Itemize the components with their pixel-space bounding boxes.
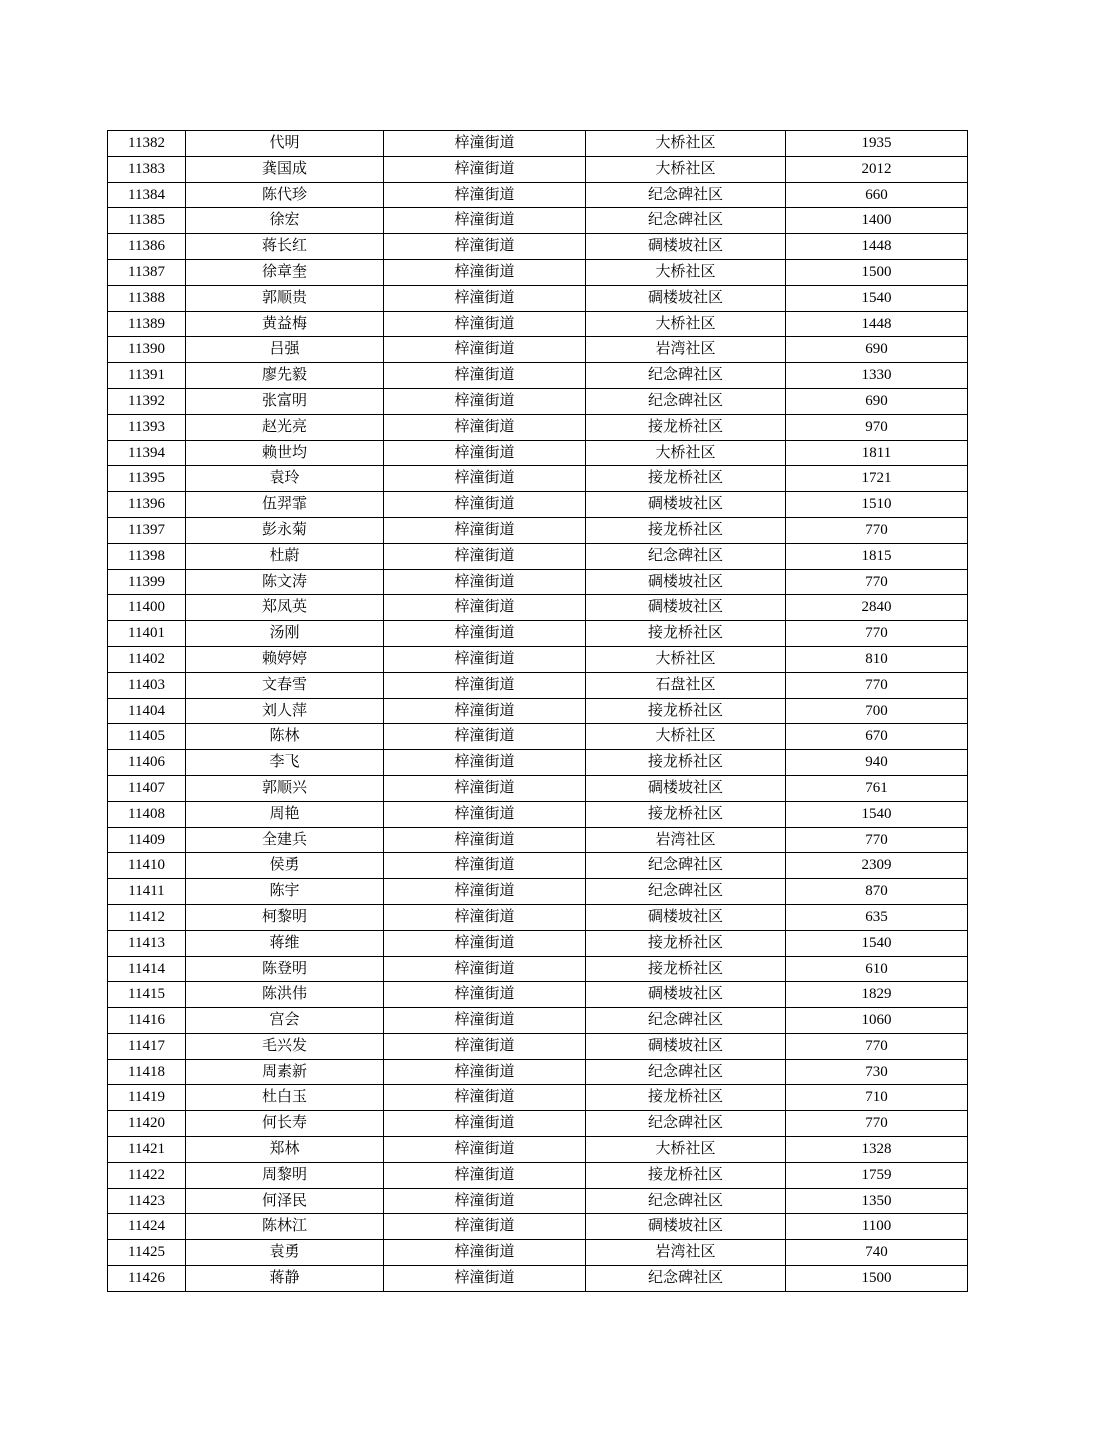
street-cell: 梓潼街道	[384, 517, 586, 543]
amount-cell: 870	[786, 879, 968, 905]
amount-cell: 670	[786, 724, 968, 750]
id-cell: 11407	[108, 775, 186, 801]
id-cell: 11416	[108, 1008, 186, 1034]
table-row	[108, 414, 968, 440]
community-cell: 碉楼坡社区	[586, 285, 786, 311]
community-cell: 碉楼坡社区	[586, 1033, 786, 1059]
amount-cell: 1500	[786, 1266, 968, 1292]
amount-cell: 1510	[786, 492, 968, 518]
id-cell: 11384	[108, 182, 186, 208]
name-cell: 陈林江	[186, 1214, 384, 1240]
id-cell: 11411	[108, 879, 186, 905]
street-cell: 梓潼街道	[384, 388, 586, 414]
amount-cell: 770	[786, 1033, 968, 1059]
community-cell: 大桥社区	[586, 131, 786, 157]
street-cell: 梓潼街道	[384, 595, 586, 621]
name-cell: 黄益梅	[186, 311, 384, 337]
community-cell: 碉楼坡社区	[586, 775, 786, 801]
table-row	[108, 285, 968, 311]
street-cell: 梓潼街道	[384, 853, 586, 879]
community-cell: 岩湾社区	[586, 337, 786, 363]
street-cell: 梓潼街道	[384, 466, 586, 492]
amount-cell: 2840	[786, 595, 968, 621]
id-cell: 11415	[108, 982, 186, 1008]
name-cell: 吕强	[186, 337, 384, 363]
amount-cell: 1829	[786, 982, 968, 1008]
amount-cell: 1935	[786, 131, 968, 157]
id-cell: 11423	[108, 1188, 186, 1214]
amount-cell: 770	[786, 569, 968, 595]
street-cell: 梓潼街道	[384, 775, 586, 801]
table-row	[108, 1111, 968, 1137]
street-cell: 梓潼街道	[384, 904, 586, 930]
id-cell: 11389	[108, 311, 186, 337]
street-cell: 梓潼街道	[384, 724, 586, 750]
name-cell: 蒋静	[186, 1266, 384, 1292]
id-cell: 11426	[108, 1266, 186, 1292]
amount-cell: 700	[786, 698, 968, 724]
community-cell: 大桥社区	[586, 156, 786, 182]
name-cell: 刘人萍	[186, 698, 384, 724]
community-cell: 接龙桥社区	[586, 466, 786, 492]
street-cell: 梓潼街道	[384, 234, 586, 260]
table-row	[108, 1188, 968, 1214]
community-cell: 碉楼坡社区	[586, 904, 786, 930]
id-cell: 11382	[108, 131, 186, 157]
community-cell: 大桥社区	[586, 440, 786, 466]
amount-cell: 770	[786, 1111, 968, 1137]
name-cell: 赵光亮	[186, 414, 384, 440]
street-cell: 梓潼街道	[384, 672, 586, 698]
id-cell: 11419	[108, 1085, 186, 1111]
table-row	[108, 156, 968, 182]
table-row	[108, 595, 968, 621]
name-cell: 廖先毅	[186, 363, 384, 389]
street-cell: 梓潼街道	[384, 956, 586, 982]
table-row	[108, 1085, 968, 1111]
street-cell: 梓潼街道	[384, 982, 586, 1008]
community-cell: 纪念碑社区	[586, 1111, 786, 1137]
id-cell: 11409	[108, 827, 186, 853]
street-cell: 梓潼街道	[384, 285, 586, 311]
amount-cell: 610	[786, 956, 968, 982]
street-cell: 梓潼街道	[384, 363, 586, 389]
name-cell: 柯黎明	[186, 904, 384, 930]
street-cell: 梓潼街道	[384, 1266, 586, 1292]
street-cell: 梓潼街道	[384, 1240, 586, 1266]
community-cell: 岩湾社区	[586, 827, 786, 853]
name-cell: 周素新	[186, 1059, 384, 1085]
id-cell: 11424	[108, 1214, 186, 1240]
amount-cell: 940	[786, 750, 968, 776]
id-cell: 11393	[108, 414, 186, 440]
amount-cell: 740	[786, 1240, 968, 1266]
street-cell: 梓潼街道	[384, 1008, 586, 1034]
id-cell: 11414	[108, 956, 186, 982]
table-row	[108, 827, 968, 853]
community-cell: 纪念碑社区	[586, 182, 786, 208]
community-cell: 碉楼坡社区	[586, 1214, 786, 1240]
amount-cell: 1448	[786, 311, 968, 337]
amount-cell: 690	[786, 337, 968, 363]
community-cell: 碉楼坡社区	[586, 569, 786, 595]
street-cell: 梓潼街道	[384, 1188, 586, 1214]
amount-cell: 710	[786, 1085, 968, 1111]
community-cell: 纪念碑社区	[586, 1188, 786, 1214]
amount-cell: 730	[786, 1059, 968, 1085]
table-row	[108, 543, 968, 569]
name-cell: 杜白玉	[186, 1085, 384, 1111]
street-cell: 梓潼街道	[384, 414, 586, 440]
table-row	[108, 982, 968, 1008]
community-cell: 接龙桥社区	[586, 750, 786, 776]
street-cell: 梓潼街道	[384, 1085, 586, 1111]
id-cell: 11412	[108, 904, 186, 930]
community-cell: 纪念碑社区	[586, 363, 786, 389]
community-cell: 纪念碑社区	[586, 879, 786, 905]
name-cell: 毛兴发	[186, 1033, 384, 1059]
amount-cell: 635	[786, 904, 968, 930]
name-cell: 陈洪伟	[186, 982, 384, 1008]
street-cell: 梓潼街道	[384, 492, 586, 518]
table-row	[108, 1137, 968, 1163]
table-row	[108, 1162, 968, 1188]
street-cell: 梓潼街道	[384, 337, 586, 363]
name-cell: 郭顺兴	[186, 775, 384, 801]
name-cell: 周艳	[186, 801, 384, 827]
name-cell: 陈代珍	[186, 182, 384, 208]
name-cell: 代明	[186, 131, 384, 157]
id-cell: 11420	[108, 1111, 186, 1137]
id-cell: 11405	[108, 724, 186, 750]
records-table-body	[108, 131, 968, 1292]
table-row	[108, 259, 968, 285]
community-cell: 接龙桥社区	[586, 1162, 786, 1188]
street-cell: 梓潼街道	[384, 621, 586, 647]
street-cell: 梓潼街道	[384, 801, 586, 827]
id-cell: 11390	[108, 337, 186, 363]
name-cell: 杜蔚	[186, 543, 384, 569]
table-row	[108, 930, 968, 956]
amount-cell: 770	[786, 517, 968, 543]
amount-cell: 1448	[786, 234, 968, 260]
name-cell: 陈林	[186, 724, 384, 750]
name-cell: 彭永菊	[186, 517, 384, 543]
table-row	[108, 698, 968, 724]
name-cell: 郑凤英	[186, 595, 384, 621]
table-row	[108, 1240, 968, 1266]
street-cell: 梓潼街道	[384, 827, 586, 853]
name-cell: 袁勇	[186, 1240, 384, 1266]
table-row	[108, 492, 968, 518]
id-cell: 11410	[108, 853, 186, 879]
street-cell: 梓潼街道	[384, 182, 586, 208]
community-cell: 纪念碑社区	[586, 388, 786, 414]
name-cell: 全建兵	[186, 827, 384, 853]
amount-cell: 660	[786, 182, 968, 208]
street-cell: 梓潼街道	[384, 440, 586, 466]
id-cell: 11403	[108, 672, 186, 698]
amount-cell: 970	[786, 414, 968, 440]
amount-cell: 1100	[786, 1214, 968, 1240]
street-cell: 梓潼街道	[384, 698, 586, 724]
table-row	[108, 801, 968, 827]
name-cell: 袁玲	[186, 466, 384, 492]
table-row	[108, 724, 968, 750]
street-cell: 梓潼街道	[384, 1214, 586, 1240]
table-row	[108, 208, 968, 234]
table-row	[108, 388, 968, 414]
id-cell: 11425	[108, 1240, 186, 1266]
table-row	[108, 234, 968, 260]
table-row	[108, 904, 968, 930]
amount-cell: 770	[786, 621, 968, 647]
amount-cell: 2309	[786, 853, 968, 879]
id-cell: 11392	[108, 388, 186, 414]
table-row	[108, 956, 968, 982]
street-cell: 梓潼街道	[384, 1111, 586, 1137]
community-cell: 接龙桥社区	[586, 930, 786, 956]
name-cell: 何泽民	[186, 1188, 384, 1214]
community-cell: 大桥社区	[586, 724, 786, 750]
amount-cell: 770	[786, 672, 968, 698]
name-cell: 蒋维	[186, 930, 384, 956]
amount-cell: 1540	[786, 801, 968, 827]
id-cell: 11400	[108, 595, 186, 621]
id-cell: 11398	[108, 543, 186, 569]
table-row	[108, 853, 968, 879]
street-cell: 梓潼街道	[384, 930, 586, 956]
id-cell: 11385	[108, 208, 186, 234]
amount-cell: 690	[786, 388, 968, 414]
table-row	[108, 1214, 968, 1240]
name-cell: 文春雪	[186, 672, 384, 698]
name-cell: 侯勇	[186, 853, 384, 879]
community-cell: 纪念碑社区	[586, 1008, 786, 1034]
table-row	[108, 1059, 968, 1085]
id-cell: 11399	[108, 569, 186, 595]
community-cell: 接龙桥社区	[586, 517, 786, 543]
street-cell: 梓潼街道	[384, 1162, 586, 1188]
street-cell: 梓潼街道	[384, 259, 586, 285]
name-cell: 宫会	[186, 1008, 384, 1034]
table-row	[108, 131, 968, 157]
street-cell: 梓潼街道	[384, 156, 586, 182]
community-cell: 接龙桥社区	[586, 956, 786, 982]
table-row	[108, 1033, 968, 1059]
street-cell: 梓潼街道	[384, 1033, 586, 1059]
id-cell: 11388	[108, 285, 186, 311]
community-cell: 大桥社区	[586, 311, 786, 337]
community-cell: 碉楼坡社区	[586, 982, 786, 1008]
street-cell: 梓潼街道	[384, 1059, 586, 1085]
community-cell: 接龙桥社区	[586, 698, 786, 724]
id-cell: 11402	[108, 646, 186, 672]
street-cell: 梓潼街道	[384, 311, 586, 337]
table-row	[108, 750, 968, 776]
table-row	[108, 440, 968, 466]
id-cell: 11391	[108, 363, 186, 389]
id-cell: 11421	[108, 1137, 186, 1163]
id-cell: 11417	[108, 1033, 186, 1059]
community-cell: 纪念碑社区	[586, 1266, 786, 1292]
community-cell: 接龙桥社区	[586, 414, 786, 440]
amount-cell: 1815	[786, 543, 968, 569]
amount-cell: 1721	[786, 466, 968, 492]
amount-cell: 1328	[786, 1137, 968, 1163]
community-cell: 纪念碑社区	[586, 208, 786, 234]
amount-cell: 1060	[786, 1008, 968, 1034]
community-cell: 接龙桥社区	[586, 621, 786, 647]
id-cell: 11397	[108, 517, 186, 543]
community-cell: 大桥社区	[586, 646, 786, 672]
community-cell: 岩湾社区	[586, 1240, 786, 1266]
records-table	[107, 130, 968, 1292]
community-cell: 纪念碑社区	[586, 543, 786, 569]
street-cell: 梓潼街道	[384, 569, 586, 595]
table-row	[108, 879, 968, 905]
name-cell: 何长寿	[186, 1111, 384, 1137]
name-cell: 伍羿霏	[186, 492, 384, 518]
community-cell: 石盘社区	[586, 672, 786, 698]
name-cell: 蒋长红	[186, 234, 384, 260]
name-cell: 赖婷婷	[186, 646, 384, 672]
amount-cell: 810	[786, 646, 968, 672]
name-cell: 陈文涛	[186, 569, 384, 595]
id-cell: 11395	[108, 466, 186, 492]
name-cell: 陈登明	[186, 956, 384, 982]
name-cell: 郑林	[186, 1137, 384, 1163]
amount-cell: 1400	[786, 208, 968, 234]
community-cell: 碉楼坡社区	[586, 234, 786, 260]
amount-cell: 770	[786, 827, 968, 853]
table-row	[108, 337, 968, 363]
table-row	[108, 517, 968, 543]
table-row	[108, 672, 968, 698]
id-cell: 11396	[108, 492, 186, 518]
table-row	[108, 182, 968, 208]
name-cell: 汤刚	[186, 621, 384, 647]
community-cell: 纪念碑社区	[586, 1059, 786, 1085]
table-row	[108, 1008, 968, 1034]
amount-cell: 1500	[786, 259, 968, 285]
id-cell: 11404	[108, 698, 186, 724]
community-cell: 接龙桥社区	[586, 1085, 786, 1111]
name-cell: 赖世均	[186, 440, 384, 466]
id-cell: 11383	[108, 156, 186, 182]
street-cell: 梓潼街道	[384, 208, 586, 234]
community-cell: 碉楼坡社区	[586, 492, 786, 518]
amount-cell: 1540	[786, 930, 968, 956]
table-row	[108, 646, 968, 672]
id-cell: 11394	[108, 440, 186, 466]
name-cell: 徐宏	[186, 208, 384, 234]
community-cell: 纪念碑社区	[586, 853, 786, 879]
id-cell: 11408	[108, 801, 186, 827]
name-cell: 徐章奎	[186, 259, 384, 285]
street-cell: 梓潼街道	[384, 1137, 586, 1163]
table-row	[108, 363, 968, 389]
id-cell: 11401	[108, 621, 186, 647]
amount-cell: 2012	[786, 156, 968, 182]
id-cell: 11418	[108, 1059, 186, 1085]
street-cell: 梓潼街道	[384, 543, 586, 569]
table-row	[108, 775, 968, 801]
table-row	[108, 569, 968, 595]
amount-cell: 1759	[786, 1162, 968, 1188]
community-cell: 大桥社区	[586, 1137, 786, 1163]
id-cell: 11387	[108, 259, 186, 285]
name-cell: 李飞	[186, 750, 384, 776]
id-cell: 11386	[108, 234, 186, 260]
id-cell: 11406	[108, 750, 186, 776]
name-cell: 龚国成	[186, 156, 384, 182]
amount-cell: 761	[786, 775, 968, 801]
amount-cell: 1350	[786, 1188, 968, 1214]
street-cell: 梓潼街道	[384, 131, 586, 157]
amount-cell: 1330	[786, 363, 968, 389]
name-cell: 陈宇	[186, 879, 384, 905]
table-row	[108, 621, 968, 647]
table-row	[108, 1266, 968, 1292]
name-cell: 张富明	[186, 388, 384, 414]
community-cell: 接龙桥社区	[586, 801, 786, 827]
street-cell: 梓潼街道	[384, 879, 586, 905]
id-cell: 11422	[108, 1162, 186, 1188]
table-row	[108, 311, 968, 337]
table-row	[108, 466, 968, 492]
community-cell: 大桥社区	[586, 259, 786, 285]
name-cell: 周黎明	[186, 1162, 384, 1188]
community-cell: 碉楼坡社区	[586, 595, 786, 621]
amount-cell: 1811	[786, 440, 968, 466]
street-cell: 梓潼街道	[384, 646, 586, 672]
id-cell: 11413	[108, 930, 186, 956]
street-cell: 梓潼街道	[384, 750, 586, 776]
amount-cell: 1540	[786, 285, 968, 311]
name-cell: 郭顺贵	[186, 285, 384, 311]
